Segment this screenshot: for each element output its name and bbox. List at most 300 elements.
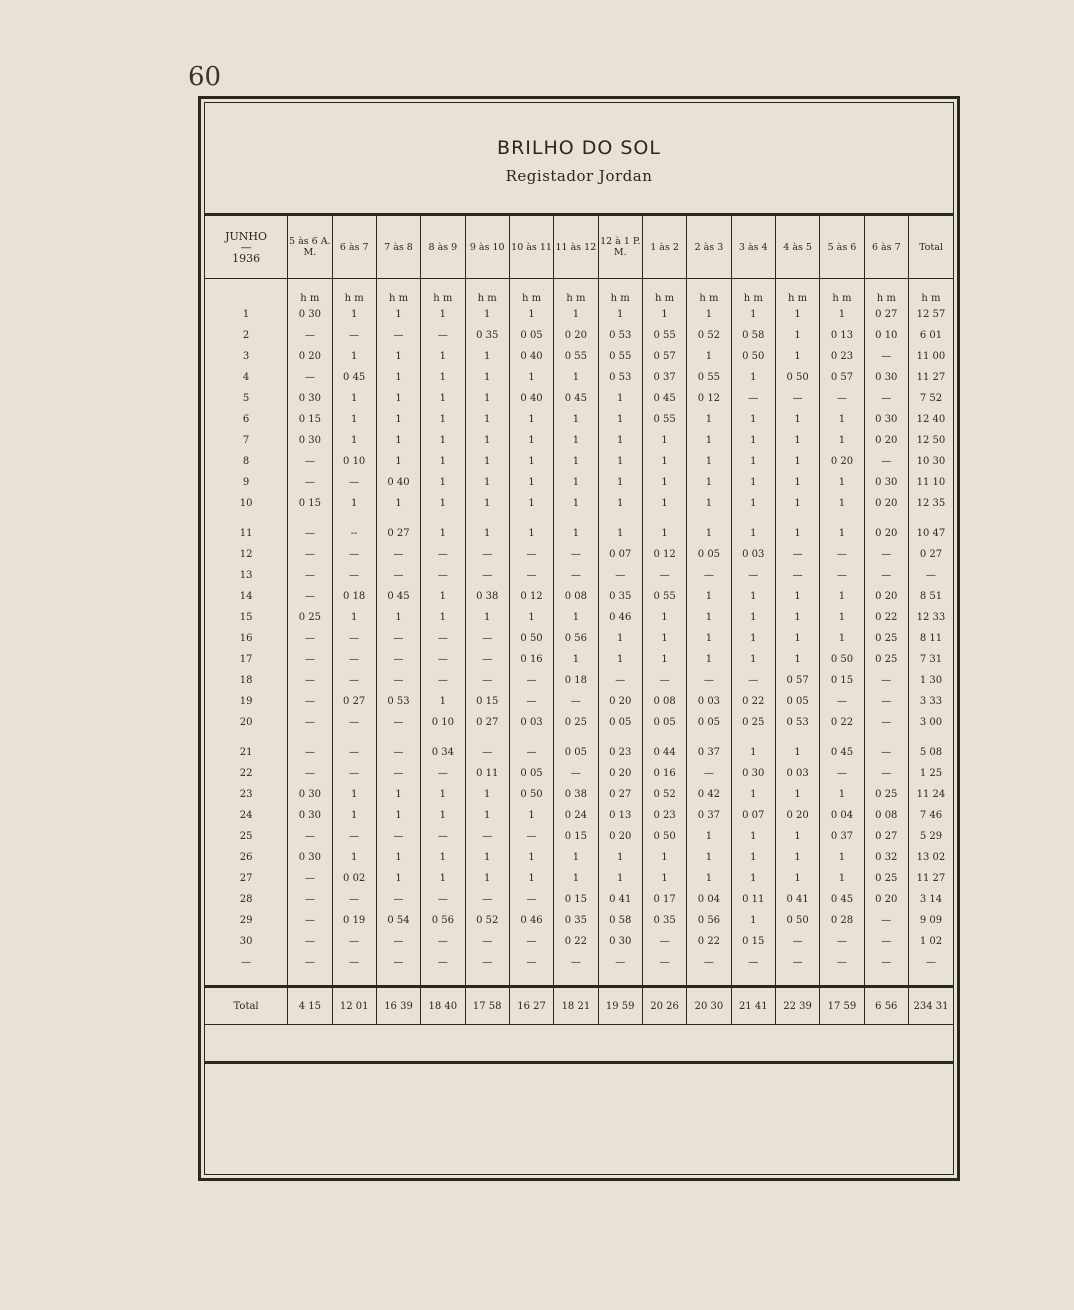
value-cell: — — [775, 565, 819, 586]
value-cell: — — [864, 691, 908, 712]
value-cell: 0 55 — [642, 325, 686, 346]
table-row — [205, 451, 953, 472]
table-row — [205, 628, 953, 649]
day-cell: 4 — [242, 372, 250, 383]
value-cell: 0 25 — [288, 607, 332, 628]
value-cell: 0 45 — [820, 889, 864, 910]
value-cell: — — [288, 670, 332, 691]
value-cell: 1 — [687, 409, 731, 430]
value-cell: 13 02 — [908, 847, 953, 868]
unit-label: h m — [820, 288, 864, 304]
value-cell: 7 31 — [908, 649, 953, 670]
table-row — [205, 712, 953, 733]
value-cell: — — [509, 670, 553, 691]
value-cell: 1 — [376, 430, 420, 451]
value-cell: 0 38 — [465, 586, 509, 607]
table-row — [205, 523, 953, 544]
value-cell: 1 — [820, 493, 864, 514]
table-subtitle: Registador Jordan — [505, 167, 653, 185]
total-cell: 18 21 — [554, 987, 598, 1025]
value-cell: — — [465, 952, 509, 973]
column-header: 6 às 7 — [332, 216, 376, 279]
column-header: 12 à 1 P. M. — [598, 216, 642, 279]
sunshine-table — [205, 216, 953, 1025]
value-cell: — — [775, 388, 819, 409]
spacer-cell — [864, 279, 908, 289]
unit-label: h m — [465, 288, 509, 304]
value-cell: — — [509, 742, 553, 763]
value-cell: — — [288, 712, 332, 733]
value-cell: 10 47 — [908, 523, 953, 544]
page-number: 60 — [188, 62, 222, 92]
value-cell: — — [775, 544, 819, 565]
value-cell: — — [465, 826, 509, 847]
value-cell: — — [376, 952, 420, 973]
value-cell: 0 27 — [908, 544, 953, 565]
unit-label: h m — [509, 288, 553, 304]
day-cell: 21 — [239, 747, 253, 758]
table-row — [205, 586, 953, 607]
value-cell: — — [421, 649, 465, 670]
value-cell: 1 — [731, 742, 775, 763]
value-cell: 0 15 — [465, 691, 509, 712]
column-header: 4 às 5 — [775, 216, 819, 279]
value-cell: 5 08 — [908, 742, 953, 763]
value-cell: 1 — [820, 472, 864, 493]
separator-cell — [288, 973, 332, 987]
value-cell: 1 — [775, 325, 819, 346]
value-cell: 1 — [642, 493, 686, 514]
table-row — [205, 868, 953, 889]
table-row — [205, 493, 953, 514]
unit-label: h m — [598, 288, 642, 304]
value-cell: 0 11 — [465, 763, 509, 784]
value-cell: 1 — [465, 367, 509, 388]
value-cell: 0 41 — [775, 889, 819, 910]
value-cell: 12 33 — [908, 607, 953, 628]
unit-label: h m — [332, 288, 376, 304]
value-cell: 1 — [554, 847, 598, 868]
table-row — [205, 565, 953, 586]
value-cell: — — [332, 565, 376, 586]
table-body — [205, 279, 953, 1025]
title-block — [205, 103, 953, 213]
spacer-cell — [554, 279, 598, 289]
value-cell: 1 — [820, 430, 864, 451]
value-cell: 1 — [509, 523, 553, 544]
value-cell: 0 57 — [775, 670, 819, 691]
value-cell: 1 — [421, 586, 465, 607]
value-cell: — — [509, 826, 553, 847]
value-cell: 1 — [642, 304, 686, 325]
value-cell: 10 30 — [908, 451, 953, 472]
day-cell: 25 — [239, 831, 253, 842]
spacer-cell — [731, 733, 775, 742]
value-cell: — — [598, 565, 642, 586]
value-cell: — — [288, 691, 332, 712]
value-cell: 0 20 — [864, 586, 908, 607]
value-cell: 0 27 — [864, 304, 908, 325]
value-cell: 1 — [554, 304, 598, 325]
value-cell: 1 — [509, 493, 553, 514]
value-cell: 1 — [376, 304, 420, 325]
value-cell: — — [864, 388, 908, 409]
value-cell: — — [332, 952, 376, 973]
value-cell: — — [687, 670, 731, 691]
value-cell: 0 30 — [288, 847, 332, 868]
value-cell: 1 — [554, 430, 598, 451]
value-cell: — — [465, 565, 509, 586]
spacer-cell — [908, 514, 953, 523]
value-cell: 7 52 — [908, 388, 953, 409]
total-cell: 16 39 — [376, 987, 420, 1025]
spacer-cell — [820, 514, 864, 523]
units-row — [205, 288, 953, 304]
spacer-cell — [598, 514, 642, 523]
value-cell: 1 — [332, 493, 376, 514]
day-cell: 28 — [239, 894, 253, 905]
value-cell: 11 10 — [908, 472, 953, 493]
spacer-cell — [908, 279, 953, 289]
value-cell: 1 — [332, 304, 376, 325]
value-cell: 0 16 — [509, 649, 553, 670]
value-cell: — — [288, 586, 332, 607]
spacer-cell — [642, 514, 686, 523]
separator-cell — [376, 973, 420, 987]
value-cell: 0 45 — [642, 388, 686, 409]
value-cell: 1 — [687, 607, 731, 628]
value-cell: 1 — [731, 649, 775, 670]
value-cell: 0 20 — [554, 325, 598, 346]
value-cell: 0 15 — [820, 670, 864, 691]
value-cell: 1 — [687, 523, 731, 544]
value-cell: — — [864, 346, 908, 367]
value-cell: 1 — [554, 472, 598, 493]
value-cell: 0 46 — [598, 607, 642, 628]
value-cell: — — [288, 367, 332, 388]
spacer-cell — [205, 279, 288, 289]
value-cell: 1 — [332, 388, 376, 409]
value-cell: 1 — [509, 847, 553, 868]
value-cell: — — [288, 451, 332, 472]
day-cell: 23 — [239, 789, 253, 800]
value-cell: — — [731, 388, 775, 409]
column-header: 5 às 6 — [820, 216, 864, 279]
value-cell: 0 53 — [376, 691, 420, 712]
value-cell: 1 — [509, 304, 553, 325]
column-header: 10 às 11 — [509, 216, 553, 279]
value-cell: 1 — [421, 784, 465, 805]
value-cell: 0 50 — [509, 784, 553, 805]
spacer-cell — [509, 733, 553, 742]
value-cell: — — [421, 670, 465, 691]
value-cell: — — [731, 952, 775, 973]
value-cell: 12 57 — [908, 304, 953, 325]
column-header: 2 às 3 — [687, 216, 731, 279]
value-cell: 1 — [554, 367, 598, 388]
spacer-cell — [509, 514, 553, 523]
value-cell: 0 18 — [554, 670, 598, 691]
value-cell: -- — [332, 523, 376, 544]
value-cell: 1 — [332, 346, 376, 367]
separator-cell — [205, 973, 288, 987]
value-cell: — — [775, 931, 819, 952]
value-cell: 0 20 — [598, 826, 642, 847]
value-cell: 1 — [598, 628, 642, 649]
table-row — [205, 649, 953, 670]
year-label: 1936 — [232, 251, 261, 265]
value-cell: 0 24 — [554, 805, 598, 826]
column-header: 1 às 2 — [642, 216, 686, 279]
day-cell: 7 — [242, 435, 250, 446]
value-cell: 1 — [820, 586, 864, 607]
value-cell: 1 — [376, 493, 420, 514]
value-cell: — — [642, 952, 686, 973]
value-cell: 1 — [598, 493, 642, 514]
spacer-cell — [908, 733, 953, 742]
value-cell: 0 12 — [687, 388, 731, 409]
value-cell: 0 56 — [421, 910, 465, 931]
value-cell: 1 — [421, 493, 465, 514]
value-cell: 1 — [465, 493, 509, 514]
value-cell: 0 05 — [509, 325, 553, 346]
value-cell: 0 08 — [642, 691, 686, 712]
value-cell: — — [864, 544, 908, 565]
value-cell: 1 — [820, 607, 864, 628]
day-cell: 15 — [239, 612, 253, 623]
value-cell: — — [908, 565, 953, 586]
spacer-cell — [288, 514, 332, 523]
table-row — [205, 304, 953, 325]
value-cell: 1 — [775, 346, 819, 367]
value-cell: 1 — [598, 472, 642, 493]
spacer-cell — [687, 514, 731, 523]
value-cell: 0 50 — [775, 367, 819, 388]
value-cell: — — [288, 325, 332, 346]
day-cell: 9 — [242, 477, 250, 488]
month-dash: — — [240, 240, 252, 254]
table-row — [205, 826, 953, 847]
value-cell: — — [642, 670, 686, 691]
value-cell: 0 11 — [731, 889, 775, 910]
value-cell: 1 — [332, 430, 376, 451]
value-cell: 0 10 — [421, 712, 465, 733]
value-cell: — — [509, 544, 553, 565]
value-cell: 0 53 — [775, 712, 819, 733]
value-cell: — — [465, 889, 509, 910]
value-cell: 0 54 — [376, 910, 420, 931]
value-cell: 1 — [642, 847, 686, 868]
spacer-cell — [598, 279, 642, 289]
value-cell: 1 — [465, 784, 509, 805]
value-cell: 0 30 — [288, 784, 332, 805]
value-cell: 0 13 — [598, 805, 642, 826]
value-cell: — — [332, 889, 376, 910]
column-header: 5 às 6 A. M. — [288, 216, 332, 279]
value-cell: 1 — [642, 451, 686, 472]
value-cell: 1 — [687, 628, 731, 649]
value-cell: 0 25 — [864, 868, 908, 889]
value-cell: 0 02 — [332, 868, 376, 889]
value-cell: 0 25 — [864, 784, 908, 805]
value-cell: 0 52 — [687, 325, 731, 346]
value-cell: 1 — [332, 607, 376, 628]
value-cell: 8 11 — [908, 628, 953, 649]
value-cell: 1 — [421, 388, 465, 409]
spacer-cell — [332, 514, 376, 523]
separator-cell — [465, 973, 509, 987]
value-cell: 1 — [598, 388, 642, 409]
value-cell: — — [509, 565, 553, 586]
value-cell: 1 — [731, 586, 775, 607]
value-cell: — — [332, 931, 376, 952]
table-wrap — [205, 213, 953, 1064]
value-cell: — — [775, 952, 819, 973]
value-cell: 1 — [775, 847, 819, 868]
value-cell: 1 — [775, 586, 819, 607]
value-cell: 0 35 — [598, 586, 642, 607]
value-cell: 1 — [687, 586, 731, 607]
value-cell: — — [554, 691, 598, 712]
separator-cell — [421, 973, 465, 987]
value-cell: 0 05 — [687, 712, 731, 733]
value-cell: — — [376, 826, 420, 847]
value-cell: — — [820, 388, 864, 409]
value-cell: — — [421, 889, 465, 910]
value-cell: 0 30 — [288, 805, 332, 826]
value-cell: — — [376, 649, 420, 670]
value-cell: 1 — [465, 304, 509, 325]
separator-cell — [687, 973, 731, 987]
value-cell: 0 28 — [820, 910, 864, 931]
value-cell: 1 — [731, 628, 775, 649]
value-cell: — — [598, 670, 642, 691]
separator-cell — [332, 973, 376, 987]
value-cell: 1 — [554, 409, 598, 430]
value-cell: 0 23 — [820, 346, 864, 367]
value-cell: 0 15 — [288, 493, 332, 514]
value-cell: 0 05 — [775, 691, 819, 712]
value-cell: — — [288, 826, 332, 847]
unit-label: h m — [421, 288, 465, 304]
spacer-cell — [332, 733, 376, 742]
separator-cell — [775, 973, 819, 987]
value-cell: 1 — [687, 826, 731, 847]
value-cell: — — [687, 952, 731, 973]
total-cell: 20 26 — [642, 987, 686, 1025]
value-cell: 0 44 — [642, 742, 686, 763]
value-cell: 11 27 — [908, 868, 953, 889]
spacer-cell — [731, 279, 775, 289]
value-cell: 1 — [731, 826, 775, 847]
value-cell: — — [731, 565, 775, 586]
value-cell: 1 — [509, 607, 553, 628]
table-row — [205, 346, 953, 367]
value-cell: 0 20 — [598, 763, 642, 784]
table-row — [205, 430, 953, 451]
value-cell: 1 — [554, 868, 598, 889]
value-cell: 0 20 — [288, 346, 332, 367]
value-cell: 0 38 — [554, 784, 598, 805]
table-row — [205, 763, 953, 784]
value-cell: 1 — [376, 784, 420, 805]
value-cell: 1 — [465, 523, 509, 544]
value-cell: 12 35 — [908, 493, 953, 514]
unit-label: h m — [864, 288, 908, 304]
day-cell: 29 — [239, 915, 253, 926]
spacer-cell — [465, 733, 509, 742]
value-cell: — — [288, 952, 332, 973]
value-cell: — — [554, 952, 598, 973]
value-cell: 0 30 — [598, 931, 642, 952]
value-cell: — — [332, 325, 376, 346]
value-cell: — — [820, 952, 864, 973]
value-cell: 1 — [598, 868, 642, 889]
value-cell: 1 — [687, 649, 731, 670]
value-cell: 0 05 — [687, 544, 731, 565]
value-cell: — — [288, 565, 332, 586]
value-cell: 1 — [598, 451, 642, 472]
value-cell: 1 — [598, 649, 642, 670]
value-cell: 3 33 — [908, 691, 953, 712]
value-cell: 0 12 — [642, 544, 686, 565]
value-cell: 1 — [465, 805, 509, 826]
day-cell: 22 — [239, 768, 253, 779]
spacer-cell — [820, 279, 864, 289]
header-row — [205, 216, 953, 279]
value-cell: — — [731, 670, 775, 691]
value-cell: — — [288, 763, 332, 784]
spacer-cell — [421, 733, 465, 742]
value-cell: — — [864, 451, 908, 472]
value-cell: 0 50 — [731, 346, 775, 367]
value-cell: — — [864, 742, 908, 763]
value-cell: 0 07 — [598, 544, 642, 565]
value-cell: 7 46 — [908, 805, 953, 826]
table-row — [205, 544, 953, 565]
value-cell: — — [332, 763, 376, 784]
value-cell: 1 — [465, 868, 509, 889]
value-cell: 0 25 — [864, 628, 908, 649]
value-cell: 1 — [376, 847, 420, 868]
value-cell: 1 — [332, 805, 376, 826]
value-cell: 0 22 — [554, 931, 598, 952]
value-cell: 0 50 — [642, 826, 686, 847]
value-cell: 0 52 — [465, 910, 509, 931]
day-cell: — — [241, 957, 252, 968]
value-cell: 0 52 — [642, 784, 686, 805]
value-cell: 6 01 — [908, 325, 953, 346]
value-cell: 1 — [642, 868, 686, 889]
day-cell: 11 — [239, 528, 253, 539]
spacer-cell — [421, 514, 465, 523]
value-cell: 0 19 — [332, 910, 376, 931]
value-cell: 1 — [731, 910, 775, 931]
value-cell: — — [642, 931, 686, 952]
day-cell: 8 — [242, 456, 250, 467]
value-cell: 1 — [642, 649, 686, 670]
value-cell: 1 — [376, 367, 420, 388]
column-header: 3 às 4 — [731, 216, 775, 279]
value-cell: 1 — [332, 847, 376, 868]
table-row — [205, 805, 953, 826]
value-cell: 1 — [465, 409, 509, 430]
value-cell: 1 — [820, 409, 864, 430]
value-cell: 1 — [775, 430, 819, 451]
value-cell: 0 32 — [864, 847, 908, 868]
value-cell: 1 — [820, 868, 864, 889]
value-cell: 11 00 — [908, 346, 953, 367]
